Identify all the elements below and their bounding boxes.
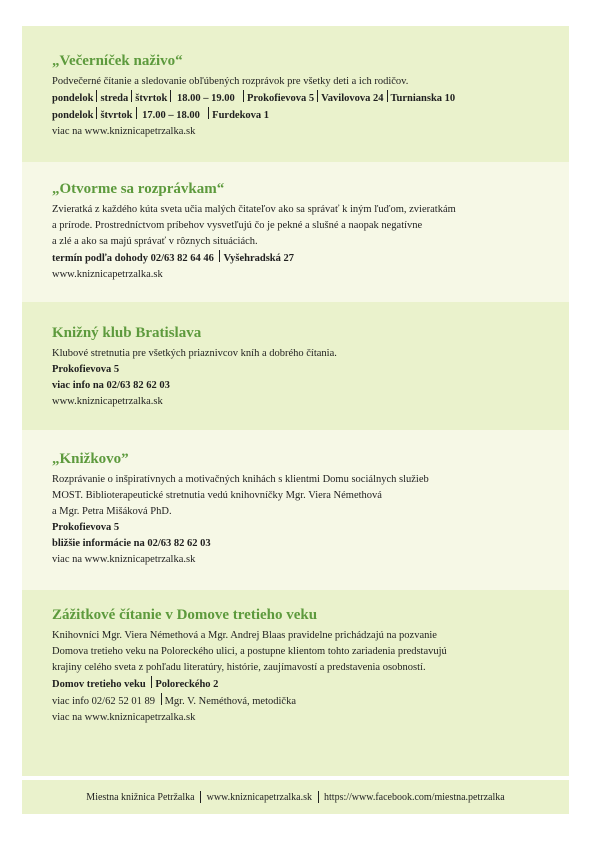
venue-address: Poloreckého 2 (155, 679, 219, 690)
separator (170, 90, 171, 102)
section-knizkovo (22, 430, 569, 590)
footer-website-link[interactable]: www.kniznicapetrzalka.sk (206, 791, 313, 803)
section-vecernicek (22, 26, 569, 162)
schedule-line (52, 107, 539, 124)
section-description: Podvečerné čítanie a sledovanie obľúbených rozprávok pre všetky deti a ich rodičov. (52, 76, 409, 87)
address-line (52, 676, 539, 693)
separator (96, 107, 97, 119)
section-description: Knihovníci Mgr. Viera Némethová a Mgr. Andrej Blaas pravidelne prichádzajú na pozvanie (52, 630, 437, 641)
schedule-day: pondelok (52, 93, 94, 104)
schedule-time: 18.00 – 19.00 (176, 93, 235, 104)
section-title: „Knižkovo” (52, 451, 129, 467)
separator (219, 250, 220, 262)
section-title: Knižný klub Bratislava (52, 325, 202, 341)
separator (96, 90, 97, 102)
contact-phone: termín podľa dohody 02/63 82 64 46 (52, 253, 214, 264)
separator (161, 693, 162, 705)
contact-phone: viac info 02/62 52 01 89 (52, 696, 155, 707)
contact-line: bližšie informácie na 02/63 82 62 03 (52, 538, 211, 549)
footer (22, 780, 569, 814)
website-link[interactable]: viac na www.kniznicapetrzalka.sk (52, 126, 196, 137)
separator (243, 90, 244, 102)
website-link[interactable]: viac na www.kniznicapetrzalka.sk (52, 712, 196, 723)
section-description: Domova tretieho veku na Poloreckého ulici, a postupne klientom tohto zariadenia predstavujú (52, 646, 447, 657)
website-link[interactable]: viac na www.kniznicapetrzalka.sk (52, 554, 196, 565)
section-title: „Otvorme sa rozprávkam“ (52, 181, 225, 197)
schedule-place: Prokofievova 5 (246, 93, 315, 104)
venue-name: Domov tretieho veku (52, 679, 146, 690)
schedule-place: Vavilovova 24 (321, 93, 384, 104)
separator (136, 107, 137, 119)
address-line: Prokofievova 5 (52, 364, 120, 375)
schedule-place: Turnianska 10 (390, 93, 456, 104)
schedule-line (52, 90, 539, 107)
section-otvorme-sa-rozpravkam (22, 162, 569, 302)
contact-person: Mgr. V. Neméthová, metodička (164, 696, 297, 707)
section-knizny-klub (22, 302, 569, 430)
separator (387, 90, 388, 102)
event-leaflet (22, 26, 569, 814)
footer-library-name: Miestna knižnica Petržalka (86, 791, 195, 803)
schedule-day: štvrtok (135, 93, 168, 104)
separator (200, 791, 201, 803)
section-description: a prírode. Prostredníctvom príbehov vysvetľujú čo je pekné a slušné a naopak negatívne (52, 220, 423, 231)
contact-line (52, 693, 539, 710)
section-description: Rozprávanie o inšpiratívnych a motivačných knihách s klientmi Domu sociálnych služieb (52, 474, 429, 485)
separator (131, 90, 132, 102)
section-description: a zlé a ako sa majú správať v rôznych situáciách. (52, 236, 258, 247)
schedule-day: pondelok (52, 110, 94, 121)
website-link[interactable]: www.kniznicapetrzalka.sk (52, 396, 163, 407)
section-description: Klubové stretnutia pre všetkých priaznivcov kníh a dobrého čítania. (52, 348, 337, 359)
schedule-time: 17.00 – 18.00 (142, 110, 200, 121)
section-description: krajiny celého sveta z pohľadu literatúry, histórie, zaujímavostí a predstavenia osobností. (52, 662, 426, 673)
separator (318, 791, 319, 803)
section-title: „Večerníček naživo“ (52, 53, 183, 69)
contact-line: viac info na 02/63 82 62 03 (52, 380, 170, 391)
schedule-day: štvrtok (100, 110, 133, 121)
section-description: MOST. Biblioterapeutické stretnutia vedú knihovníčky Mgr. Viera Némethová (52, 490, 382, 501)
website-link[interactable]: www.kniznicapetrzalka.sk (52, 269, 163, 280)
schedule-day: streda (100, 93, 129, 104)
address-line: Prokofievova 5 (52, 522, 120, 533)
contact-line (52, 250, 539, 267)
contact-address: Vyšehradská 27 (223, 253, 294, 264)
footer-facebook-link[interactable]: https://www.facebook.com/miestna.petrzalka (324, 791, 505, 803)
section-zazitkove-citanie (22, 590, 569, 776)
section-description: a Mgr. Petra Mišáková PhD. (52, 506, 172, 517)
separator (151, 676, 152, 688)
separator (208, 107, 209, 119)
section-title: Zážitkové čítanie v Domove tretieho veku (52, 607, 318, 623)
separator (317, 90, 318, 102)
section-description: Zvieratká z každého kúta sveta učia malých čitateľov ako sa správať k iným ľuďom, zvieratkám (52, 204, 456, 215)
schedule-place: Furdekova 1 (212, 110, 270, 121)
